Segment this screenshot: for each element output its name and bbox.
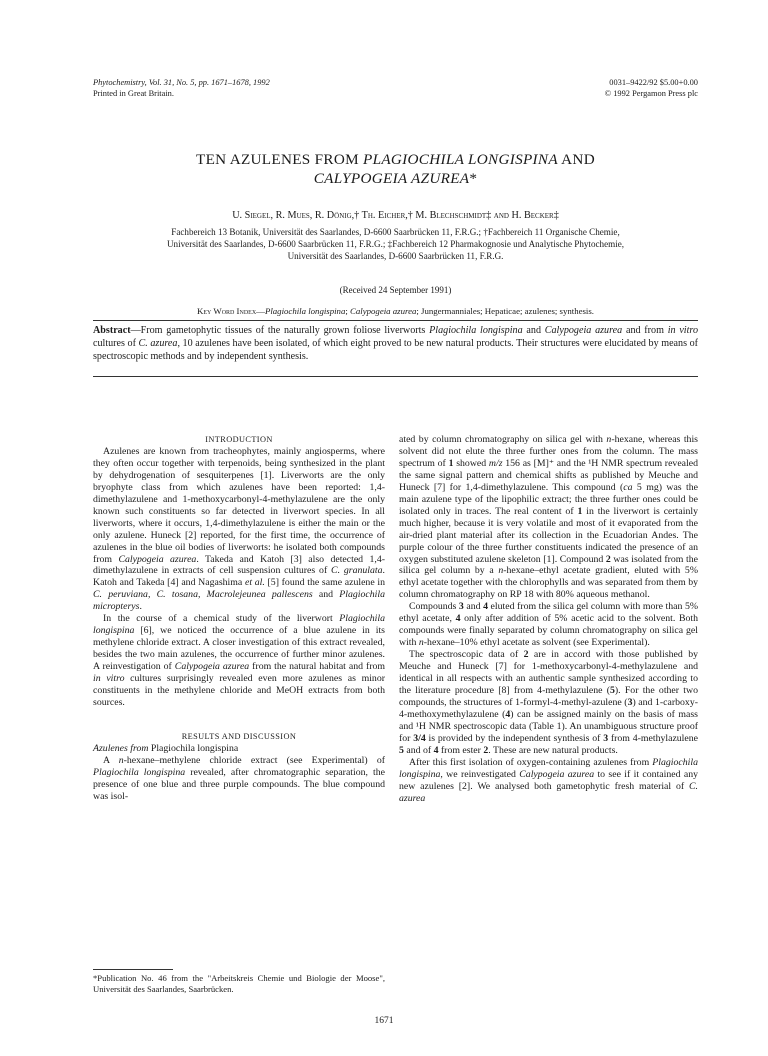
affiliation-line-2: Universität des Saarlandes, D-6600 Saarbrücken 11, F.R.G.; ‡Fachbereich 12 Pharmakognosie und Analytische Phytochemie, — [166, 239, 625, 250]
species: C. azurea — [399, 780, 698, 804]
text: and — [312, 589, 340, 601]
paragraph — [93, 446, 385, 613]
title-part-3: AND — [557, 151, 595, 168]
compound-number: 5 — [399, 744, 404, 756]
text: showed — [453, 457, 489, 469]
footnote-rule — [93, 969, 173, 970]
text: from 4-methylazulene — [608, 732, 699, 744]
text: [5] found the same azulene in — [264, 577, 386, 589]
italic: n — [498, 565, 504, 577]
code-line-1: 0031–9422/92 $5.00+0.00 — [609, 78, 698, 87]
compound-number: 4 — [455, 613, 461, 625]
species: Calypogeia azurea — [174, 661, 250, 673]
italic: in vitro — [93, 673, 125, 685]
publisher-code — [605, 77, 698, 99]
text: -hexane–10% ethyl acetate as solvent (see Experimental). — [423, 637, 650, 649]
compound-number: 4 — [483, 601, 488, 613]
text: only after addition of 5% acetic acid to the solvent. Both compounds were finally separated by column chromatography on silica gel with — [399, 613, 698, 649]
text: and of — [403, 744, 434, 756]
section-heading-results: RESULTS AND DISCUSSION — [181, 731, 297, 741]
text: Compounds — [409, 601, 459, 613]
italic: m/z — [488, 457, 503, 469]
text: and — [463, 601, 484, 613]
text: Plagiochila longispina — [148, 742, 239, 754]
text: ated by column chromatography on silica gel with — [399, 434, 607, 445]
compound-number: 1 — [448, 457, 454, 469]
compound-number: 1 — [577, 505, 583, 517]
text: , we reinvestigated — [440, 768, 520, 780]
text: -hexane–ethyl acetate gradient, eluted with 5% ethyl acetate together with the chlorophylls and was separated from them by column chromatography on RP 18 with 80% aqueous methanol. — [399, 565, 698, 601]
abstract-species: Calypogeia azurea — [544, 325, 623, 336]
species: Plagiochila micropterys — [93, 589, 385, 613]
code-line-2: © 1992 Pergamon Press plc — [604, 89, 698, 98]
page-number: 1671 — [374, 1016, 394, 1026]
text: ) and 1-carboxy-4-methoxymethylazulene ( — [399, 696, 698, 720]
compound-number: 4 — [505, 708, 511, 720]
text: eluted from the silica gel column with more than 5% ethyl acetate, — [399, 601, 699, 625]
text: Azulenes are known from tracheophytes, mainly angiosperms, where they often occur together with terpenoids, being synthesized in the plant by dehydrogenation of sesquiterpenes [1]. Liverworts are the only bryophyte class from which azulenes have been reported: 1,4-dimethylazulene and 1-methoxycarbonyl-4-methylazulene are the only known such constituents so far detected in liverwort species. In all liverworts, where it occurs, 1,4-dimethylazulene is either the main or the only azulene. Huneck [2] reported, for the first time, the occurrence of azulenes in the blue oil bodies of liverworts: he isolated both compounds from — [93, 445, 385, 565]
text: ) can be assigned mainly on the basis of mass and ¹H NMR spectroscopic data (Table 1). An unambiguous structure proof for — [399, 708, 698, 744]
paragraph — [93, 755, 385, 803]
subsection-heading — [93, 743, 385, 755]
paragraph — [399, 757, 698, 805]
journal-line-2: Printed in Great Britain. — [93, 89, 174, 98]
text: In the course of a chemical study of the liverwort — [103, 613, 340, 625]
text: . These are new natural products. — [488, 744, 618, 756]
compound-number: 4 — [433, 744, 439, 756]
text: in the liverwort is certainly much higher, because it is very volatile and most of it evaporated from the air-dried plant material after its collection in the Ecuadorian Andes. The purple colour of the three further constituents indicated the presence of an oxygen substituted azulene skeleton [1]. Compound — [399, 505, 698, 565]
received-date: (Received 24 September 1991) — [339, 285, 452, 295]
italic: ca — [623, 481, 633, 493]
keyword-1: Plagiochila longispina — [264, 306, 346, 316]
abstract-text: cultures of — [93, 338, 139, 350]
text: 156 as [M]⁺ and the ¹H NMR spectrum revealed the same signal pattern and chemical shifts as published by Meuche and Huneck [7] for 1,4-dimethylazulene. This compound ( — [399, 457, 698, 493]
text: A — [103, 754, 119, 766]
footnote — [93, 973, 385, 995]
paper-title — [93, 150, 698, 188]
text: is provided by the independent synthesis of — [425, 732, 604, 744]
keyword-rest: ; Jungermanniales; Hepaticae; azulenes; synthesis. — [416, 306, 594, 316]
text: revealed, after chromatographic separation, the presence of one blue and three purple compounds. The blue compound was isol- — [93, 766, 385, 802]
text: ). For the other two compounds, the structures of 1-formyl-4-methyl-azulene ( — [399, 685, 698, 708]
abstract-text: and from — [622, 325, 668, 336]
italic: n — [418, 637, 424, 649]
title-part-4: CALYPOGEIA AZUREA — [313, 170, 470, 187]
journal-line-1: Phytochemistry, Vol. 31, No. 5, pp. 1671–1678, 1992 — [93, 78, 270, 87]
abstract-top-rule — [93, 320, 698, 321]
compound-number: 3 — [458, 601, 464, 613]
compound-number: 5 — [609, 685, 615, 697]
abstract-text: , 10 azulenes have been isolated, of which eight proved to be new natural products. Their structures were elucidated by means of spectroscopic methods and by independent synthesis. — [93, 338, 698, 363]
abstract — [93, 324, 698, 364]
paragraph — [93, 613, 385, 709]
italic: n — [118, 754, 124, 766]
abstract-text: —From gametophytic tissues of the naturally grown foliose liverworts — [130, 325, 430, 336]
compound-number: 3 — [627, 696, 633, 708]
species: Plagiochila longispina — [93, 613, 385, 637]
paragraph — [399, 649, 698, 757]
italic: et al. — [244, 577, 265, 589]
species: C. granulata — [331, 565, 383, 577]
text: cultures surprisingly revealed even more azulenes as minor constituents in the methylene chloride and MeOH extracts from both sources. — [93, 673, 385, 708]
species: Plagiochila longispina — [399, 756, 698, 780]
text: Azulenes from — [93, 742, 149, 754]
text: . Katoh and Takeda [4] and Nagashima — [93, 565, 385, 589]
species: Plagiochila longispina — [93, 766, 186, 778]
keyword-label: Key Word Index — [197, 306, 257, 316]
species: Calypogeia azurea — [118, 553, 197, 565]
text: -hexane–methylene chloride extract (see Experimental) of — [123, 754, 386, 766]
species: C. peruviana, C. tosana, Macrolejeunea pallescens — [93, 589, 313, 601]
abstract-bottom-rule — [93, 376, 698, 377]
title-part-2: PLAGIOCHILA LONGISPINA — [363, 151, 558, 168]
affiliation-line-3: Universität des Saarlandes, D-6600 Saarbrücken 11, F.R.G. — [287, 251, 504, 262]
section-heading-introduction: INTRODUCTION — [205, 435, 273, 444]
title-part-1: TEN AZULENES FROM — [196, 151, 363, 168]
compound-number: 2 — [605, 553, 611, 565]
text: After this first isolation of oxygen-containing azulenes from — [409, 756, 653, 768]
text: [6], we noticed the occurrence of a blue azulene in its methylene chloride extract. A closer investigation of this extract revealed, besides the two main azulenes, the occurrence of further minor azulenes. A reinvestigation of — [93, 625, 385, 673]
abstract-species: Plagiochila longispina — [429, 325, 523, 336]
keyword-2: Calypogeia azurea — [350, 306, 417, 316]
compound-number: 3/4 — [413, 732, 426, 744]
text: . Takeda and Katoh [3] also detected 1,4-dimethylazulene in extracts of cell suspension cultures of — [93, 553, 385, 577]
footnote-text: *Publication No. 46 from the "Arbeitskreis Chemie und Biologie der Moose", Universität des Saarlandes, Saarbrücken. — [93, 973, 385, 994]
keyword-sep: — — [256, 306, 265, 316]
paragraph — [399, 601, 698, 649]
text: -hexane, whereas this solvent did not elute the three further ones from the column. The mass spectrum of — [399, 434, 698, 469]
text: to see if it contained any new azulenes [2]. We analysed both gametophytic fresh material of — [399, 768, 699, 792]
compound-number: 2 — [523, 649, 529, 661]
right-column — [399, 434, 698, 805]
text: . — [139, 601, 142, 613]
compound-number: 3 — [603, 732, 609, 744]
text: was isolated from the silica gel column by a — [399, 553, 698, 577]
affiliation-line-1: Fachbereich 13 Botanik, Universität des Saarlandes, D-6600 Saarbrücken 11, F.R.G.; †Fachbereich 11 Organische Chemie, — [171, 227, 620, 237]
title-footnote-mark: * — [469, 170, 478, 187]
text: from the natural habitat and from — [249, 661, 386, 673]
affiliations — [93, 226, 698, 263]
text: from ester — [438, 744, 484, 756]
species: Calypogeia azurea — [519, 768, 595, 780]
keyword-index: Key Word Index—Plagiochila longispina; Calypogeia azurea; Jungermanniales; Hepaticae; azulenes; synthesis. — [197, 306, 594, 316]
abstract-italic: in vitro — [667, 325, 699, 336]
paragraph — [399, 434, 698, 601]
text: 5 mg) was the main azulene type of the lipophilic extract; the three further ones could be isolated only in traces. The real content of — [399, 481, 698, 517]
text: are in accord with those published by Meuche and Huneck [7] for 1-methoxycarbonyl-4-methylazulene and identical in all respects with an authentic sample synthesized according to the literature procedure [8] from 4-methylazulene ( — [399, 649, 698, 697]
left-column — [93, 434, 385, 803]
text: The spectroscopic data of — [409, 649, 524, 661]
italic: n — [606, 434, 612, 445]
author-list: U. Siegel, R. Mues, R. Dönig,† Th. Eicher,† M. Blechschmidt‡ and H. Becker‡ — [232, 210, 559, 221]
abstract-text: and — [522, 325, 545, 336]
abstract-label: Abstract — [93, 325, 131, 336]
compound-number: 2 — [483, 744, 489, 756]
journal-citation — [93, 77, 270, 99]
abstract-species: C. azurea — [138, 338, 178, 350]
